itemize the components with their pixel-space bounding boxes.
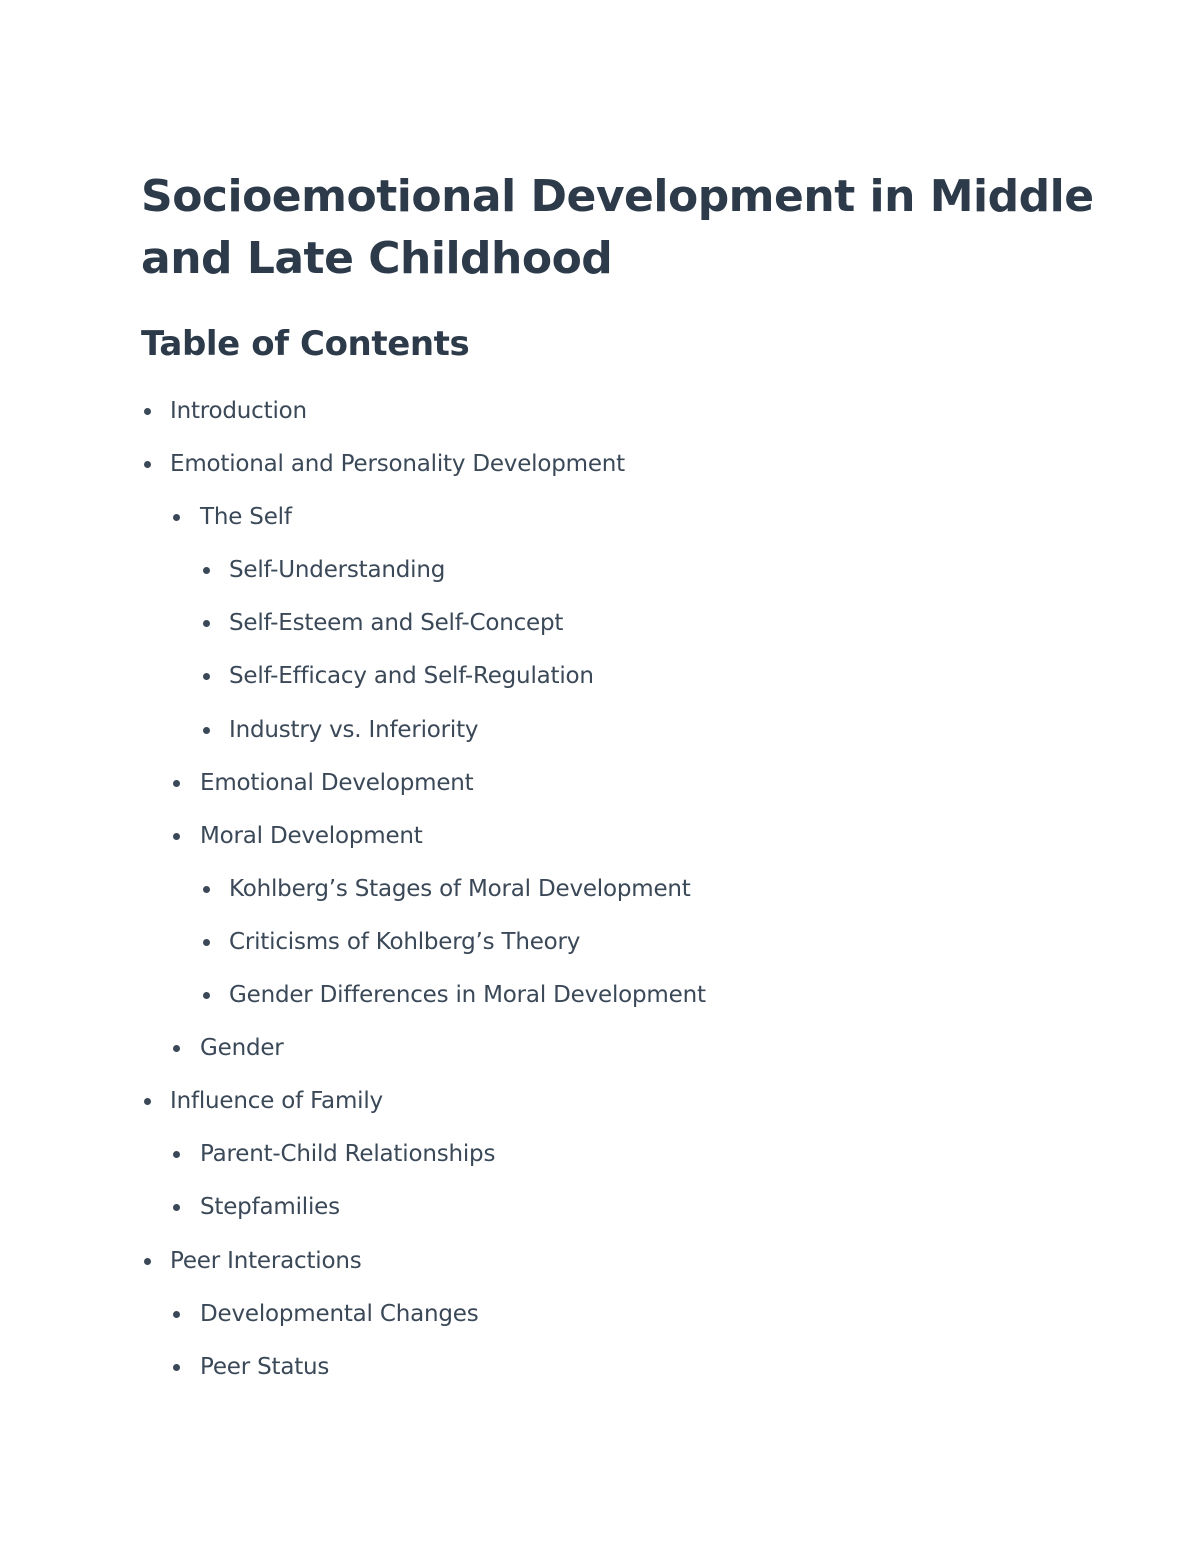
toc-item[interactable] [141,768,1101,821]
toc-link[interactable]: Self-Esteem and Self-Concept [229,610,564,637]
page-title: Socioemotional Development in Middle and Late Childhood [141,171,1094,284]
bullet-icon [173,1364,180,1371]
toc-link[interactable]: Emotional Development [200,769,474,796]
document-page [141,166,1101,1405]
toc-link[interactable]: Peer Status [200,1353,330,1380]
toc-link[interactable]: Emotional and Personality Development [170,451,625,478]
bullet-icon [144,1258,151,1265]
toc-item[interactable] [141,1192,1101,1245]
toc-item[interactable] [141,1033,1101,1086]
toc-link[interactable]: Gender Differences in Moral Development [229,982,706,1009]
toc-item[interactable] [141,874,1101,927]
bullet-icon [173,1311,180,1318]
toc-item[interactable] [141,608,1101,661]
toc-link[interactable]: The Self [200,504,292,531]
bullet-icon [203,939,210,946]
toc-link[interactable]: Industry vs. Inferiority [229,716,479,743]
toc-item[interactable] [141,980,1101,1033]
bullet-icon [144,408,151,415]
toc-item[interactable] [141,1246,1101,1299]
toc-item[interactable] [141,1299,1101,1352]
bullet-icon [173,514,180,521]
toc-link[interactable]: Parent-Child Relationships [200,1141,496,1168]
toc-item[interactable] [141,1139,1101,1192]
bullet-icon [173,833,180,840]
toc-link[interactable]: Self-Efficacy and Self-Regulation [229,663,594,690]
toc-item[interactable] [141,555,1101,608]
toc-link[interactable]: Introduction [170,398,307,424]
toc-link[interactable]: Moral Development [200,822,423,849]
toc-item[interactable] [141,715,1101,768]
bullet-icon [203,673,210,680]
toc-item[interactable] [141,1352,1101,1405]
toc-item[interactable] [141,502,1101,555]
bullet-icon [203,992,210,999]
toc-link[interactable]: Kohlberg’s Stages of Moral Development [229,875,691,902]
bullet-icon [203,886,210,893]
bullet-icon [203,620,210,627]
toc-item[interactable] [141,821,1101,874]
bullet-icon [144,461,151,468]
toc-link[interactable]: Influence of Family [170,1088,383,1115]
toc-item[interactable] [141,661,1101,714]
toc-link[interactable]: Gender [200,1035,284,1062]
toc-link[interactable]: Peer Interactions [170,1247,362,1274]
toc-item[interactable] [141,449,1101,502]
toc-heading: Table of Contents [141,324,470,364]
bullet-icon [144,1098,151,1105]
toc-item[interactable] [141,927,1101,980]
bullet-icon [173,1045,180,1052]
toc-item[interactable] [141,1086,1101,1139]
bullet-icon [203,567,210,574]
bullet-icon [203,727,210,734]
toc-link[interactable]: Stepfamilies [200,1194,340,1221]
toc-link[interactable]: Criticisms of Kohlberg’s Theory [229,928,581,955]
bullet-icon [173,780,180,787]
toc-item[interactable] [141,396,1101,449]
toc-link[interactable]: Self-Understanding [229,557,446,584]
bullet-icon [173,1204,180,1211]
toc-link[interactable]: Developmental Changes [200,1300,479,1327]
bullet-icon [173,1151,180,1158]
table-of-contents [141,396,1101,1405]
